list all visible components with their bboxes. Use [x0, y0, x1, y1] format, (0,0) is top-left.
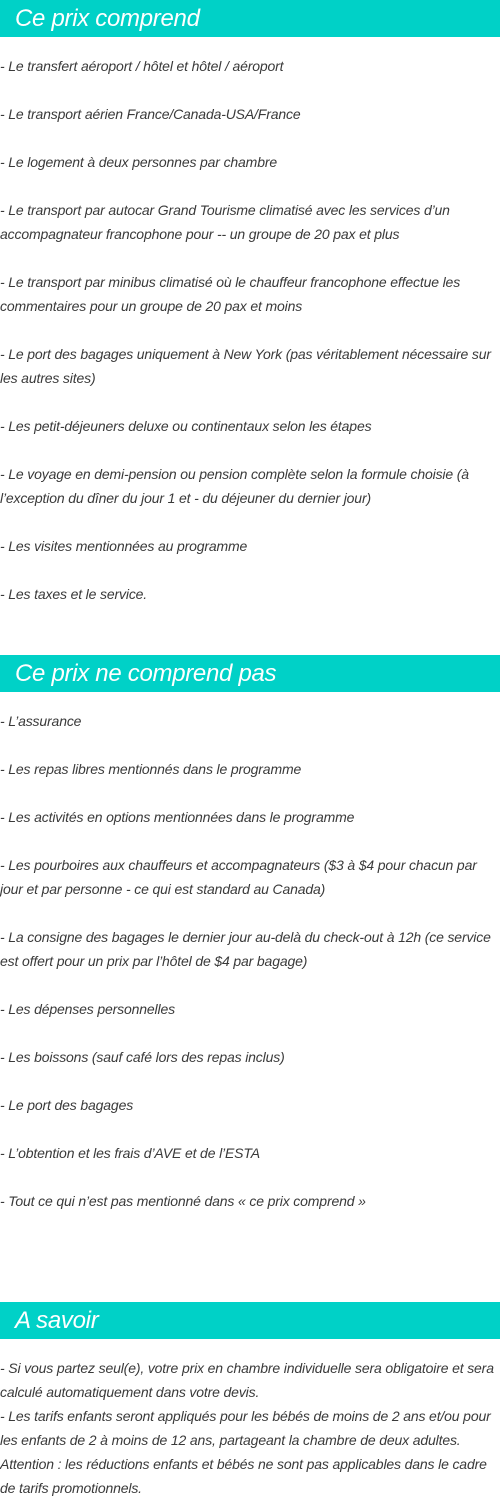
includes-list	[0, 54, 500, 630]
list-item: Attention : les réductions enfants et bébés ne sont pas applicables dans le cadre de tarifs promotionnels.	[0, 1456, 487, 1496]
good-to-know-list	[0, 1356, 500, 1500]
list-item: - Le transport aérien France/Canada-USA/France	[0, 106, 301, 122]
list-item: - L’assurance	[0, 713, 82, 729]
list-item: - Le transport par minibus climatisé où le chauffeur francophone effectue les commentaires pour un groupe de 20 pax et moins	[0, 274, 461, 314]
list-item: - Les tarifs enfants seront appliqués pour les bébés de moins de 2 ans et/ou pour les enfants de 2 à moins de 12 ans, partageant la chambre de deux adultes.	[0, 1408, 491, 1448]
list-item: - Les activités en options mentionnées dans le programme	[0, 809, 355, 825]
list-item: - Les dépenses personnelles	[0, 1001, 175, 1017]
list-item: - Les taxes et le service.	[0, 586, 148, 602]
list-item: - Les boissons (sauf café lors des repas inclus)	[0, 1049, 285, 1065]
list-item: - Si vous partez seul(e), votre prix en chambre individuelle sera obligatoire et sera calculé automatiquement dans votre devis.	[0, 1360, 494, 1400]
section-header-includes	[0, 0, 500, 37]
list-item: - Le port des bagages	[0, 1097, 134, 1113]
list-item: - Le voyage en demi-pension ou pension complète selon la formule choisie (à l’exception du dîner du jour 1 et - du déjeuner du dernier jour)	[0, 466, 469, 506]
list-item: - Les repas libres mentionnés dans le programme	[0, 761, 302, 777]
list-item: - Les visites mentionnées au programme	[0, 538, 248, 554]
list-item: - Les pourboires aux chauffeurs et accompagnateurs ($3 à $4 pour chacun par jour et par personne - ce qui est standard au Canada)	[0, 857, 477, 897]
list-item: - La consigne des bagages le dernier jour au-delà du check-out à 12h (ce service est offert pour un prix par l’hôtel de $4 par bagage)	[0, 929, 491, 969]
list-item: - Le transfert aéroport / hôtel et hôtel / aéroport	[0, 58, 284, 74]
section-header-good-to-know	[0, 1302, 500, 1339]
list-item: - Tout ce qui n’est pas mentionné dans « ce prix comprend »	[0, 1193, 366, 1209]
section-title-excludes: Ce prix ne comprend pas	[15, 660, 277, 687]
excludes-list	[0, 709, 500, 1237]
list-item: - Le logement à deux personnes par chambre	[0, 154, 277, 170]
list-item: - L’obtention et les frais d’AVE et de l’ESTA	[0, 1145, 260, 1161]
list-item: - Le transport par autocar Grand Tourisme climatisé avec les services d’un accompagnateur francophone pour -- un groupe de 20 pax et plus	[0, 202, 450, 242]
section-header-excludes	[0, 655, 500, 692]
section-title-good-to-know: A savoir	[15, 1307, 99, 1334]
list-item: - Le port des bagages uniquement à New York (pas véritablement nécessaire sur les autres sites)	[0, 346, 491, 386]
list-item: - Les petit-déjeuners deluxe ou continentaux selon les étapes	[0, 418, 372, 434]
section-title-includes: Ce prix comprend	[15, 5, 200, 32]
